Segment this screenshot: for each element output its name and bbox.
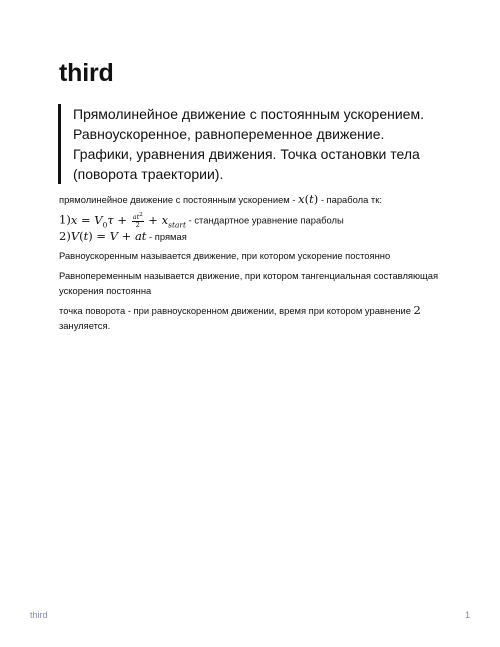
formula-x-of-t: x(t) [298,192,319,206]
equation-number: 2 [413,303,421,317]
equation-line-2 [59,229,444,244]
equation-description: - стандартное уравнение параболы [186,214,344,226]
paragraph-turn-point [59,303,444,333]
equation-label: 2) [59,229,71,243]
formula-parabola: $x = V_0\tau$ + $\frac{at^2}{2}$ + $x_{start}$ [70,212,187,230]
paragraph-text: точка поворота - при равноускоренном движении, время при котором уравнение [59,305,414,316]
equation-description: - прямая [146,231,187,242]
blockquote: Прямолинейное движение с постоянным ускорением. Равноускоренное, равнопеременное движение. Графики, уравнения движения. Точка остановки тела (поворота траектории). [58,104,438,184]
footer-title: third [30,610,48,620]
page-title: third [59,59,114,87]
formula-velocity: V(t) = V + at [70,229,147,243]
paragraph-text: зануляется. [59,320,111,331]
footer-page-number: 1 [464,610,470,620]
paragraph-text: - парабола тк: [318,194,382,205]
equation-label: 1) [59,212,71,227]
definition-uniform-acceleration: Равноускоренным называется движение, при котором ускорение постоянно [59,250,391,261]
paragraph-motion [59,192,444,207]
definition-uniform-variable: Равнопеременным называется движение, при котором тангенциальная составляющая ускорения постоянна [59,270,439,296]
paragraph-text: прямолинейное движение с постоянным ускорением - [59,194,299,205]
